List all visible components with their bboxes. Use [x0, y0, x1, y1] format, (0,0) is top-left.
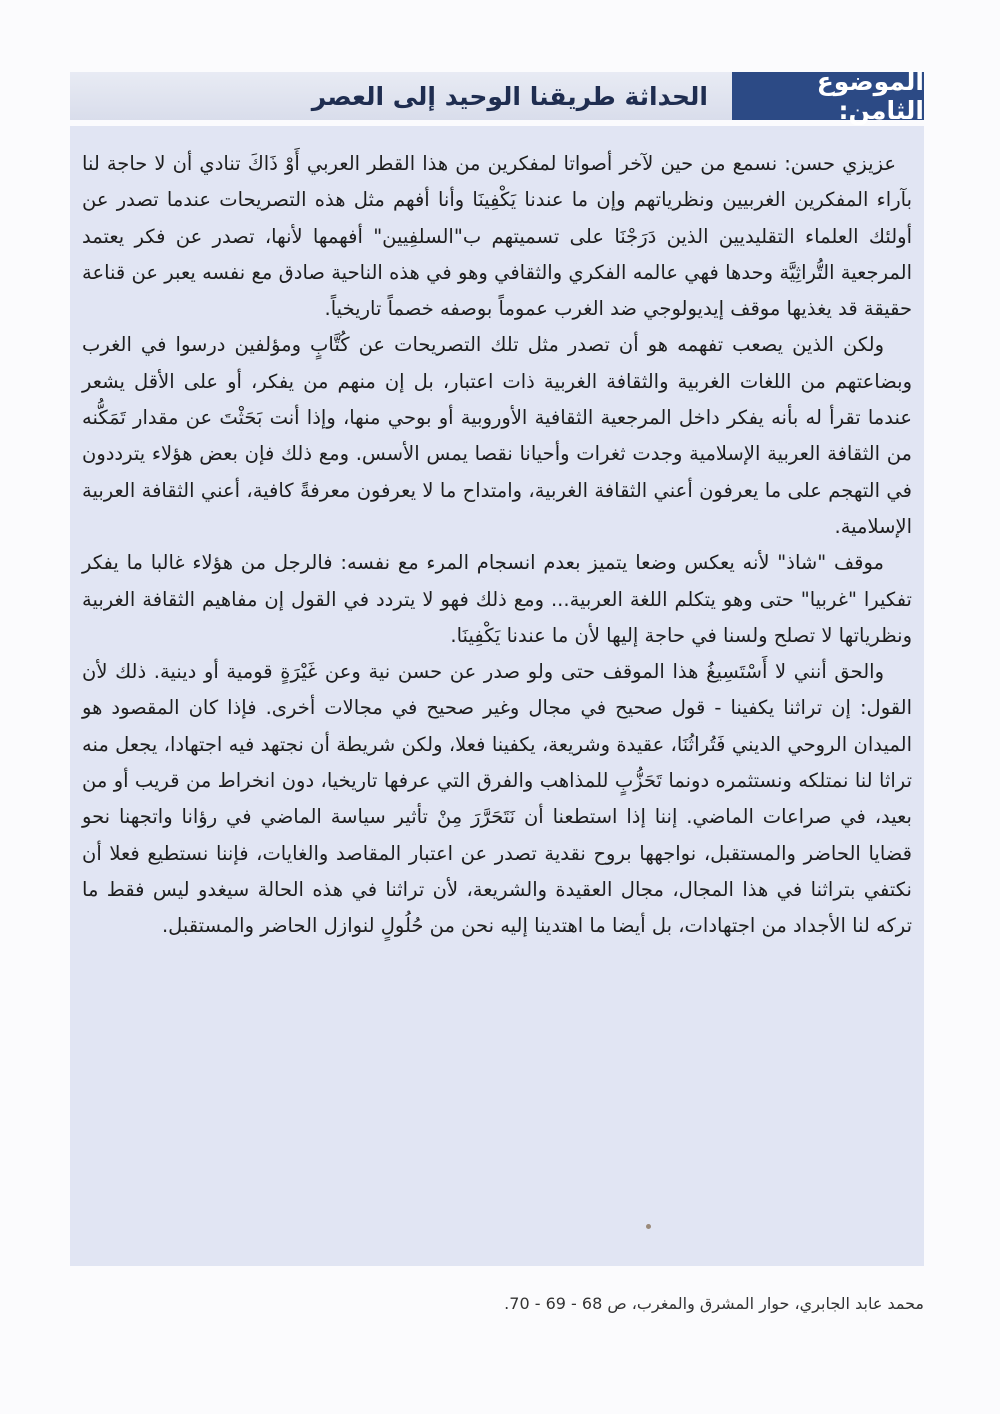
- paragraph-1: عزيزي حسن: نسمع من حين لآخر أصواتا لمفكرين من هذا القطر العربي أَوْ ذَاكَ تنادي أن لا حاجة لنا بآراء المفكرين الغربيين ونظرياتهم وإن ما عندنا يَكْفِينَا وأنا أفهم مثل هذه التصريحات عندما تصدر عن أولئك العلماء التقليديين الذين دَرَجْنَا على تسميتهم ب"السلفِيين" أفهمها لأنها، تصدر عن فكر يعتمد المرجعية التُّراثِيَّة وحدها فهي عالمه الفكري والثقافي وهو في هذه الناحية صادق مع نفسه يعبر عن قناعة حقيقة قد يغذيها موقف إيديولوجي ضد الغرب عموماً بوصفه خصماً تاريخياً.: [82, 152, 912, 321]
- topic-title: الحداثة طريقنا الوحيد إلى العصر: [311, 81, 708, 111]
- paragraph-2: ولكن الذين يصعب تفهمه هو أن تصدر مثل تلك التصريحات عن كُتَّابٍ ومؤلفين درسوا في الغرب وبضاعتهم من اللغات الغربية والثقافة الغربية ذات اعتبار، بل إن منهم من يفكر، أو على الأقل يشعر عندما تقرأ له بأنه يفكر داخل المرجعية الثقافية الأوروبية أو بوحي منها، وإذا أنت بَحَثْتَ عن مقدار تَمَكُّنه من الثقافة العربية الإسلامية وجدت ثغرات وأحيانا نقصا يمس الأسس. ومع ذلك فإن بعض هؤلاء يترددون في التهجم على ما يعرفون أعني الثقافة الغربية، وامتداح ما لا يعرفون معرفةً كافية، أعني الثقافة العربية الإسلامية.: [82, 333, 912, 538]
- paragraph-4: والحق أنني لا أَسْتَسِيغُ هذا الموقف حتى ولو صدر عن حسن نية وعن غَيْرَةٍ قومية أو دينية. ذلك لأن القول: إن تراثنا يكفينا - قول صحيح في مجال وغير صحيح في مجالات أخرى. فإذا كان المقصود هو الميدان الروحي الديني فَتُراثُنَا، عقيدة وشريعة، يكفينا فعلا، ولكن شريطة أن نجتهد فيه اجتهادا، يجعل منه تراثا لنا نمتلكه ونستثمره دونما تَحَزُّبٍ للمذاهب والفرق التي عرفها تاريخيا، دون انخراط من قريب أو من بعيد، في صراعات الماضي. إننا إذا استطعنا أن نَتَحَرَّرَ مِنْ تأثير سياسة الماضي في رؤانا واتجهنا نحو قضايا الحاضر والمستقبل، نواجهها بروح نقدية تصدر عن اعتبار المقاصد والغايات، فإننا نستطيع فعلا أن نكتفي بتراثنا في هذا المجال، مجال العقيدة والشريعة، لأن تراثنا في هذه الحالة سيغدو ليس فقط ما تركه لنا الأجداد من اجتهادات، بل أيضا ما اهتدينا إليه نحن من حُلُولٍ لنوازل الحاضر والمستقبل.: [82, 660, 912, 938]
- topic-label: الموضوع الثامن:: [732, 72, 924, 120]
- topic-header: [70, 67, 924, 125]
- source-citation: محمد عابد الجابري، حوار المشرق والمغرب، ص 68 - 69 - 70.: [504, 1294, 924, 1313]
- paragraph-3: موقف "شاذ" لأنه يعكس وضعا يتميز بعدم انسجام المرء مع نفسه: فالرجل من هؤلاء غالبا ما يفكر تفكيرا "غربيا" حتى وهو يتكلم اللغة العربية... ومع ذلك فهو لا يتردد في القول إن مفاهيم الثقافة الغربية ونظرياتها لا تصلح ولسنا في حاجة إليها لأن ما عندنا يَكْفِينَا.: [82, 551, 912, 647]
- text-panel: [70, 126, 924, 1266]
- ink-dot: [646, 1224, 651, 1229]
